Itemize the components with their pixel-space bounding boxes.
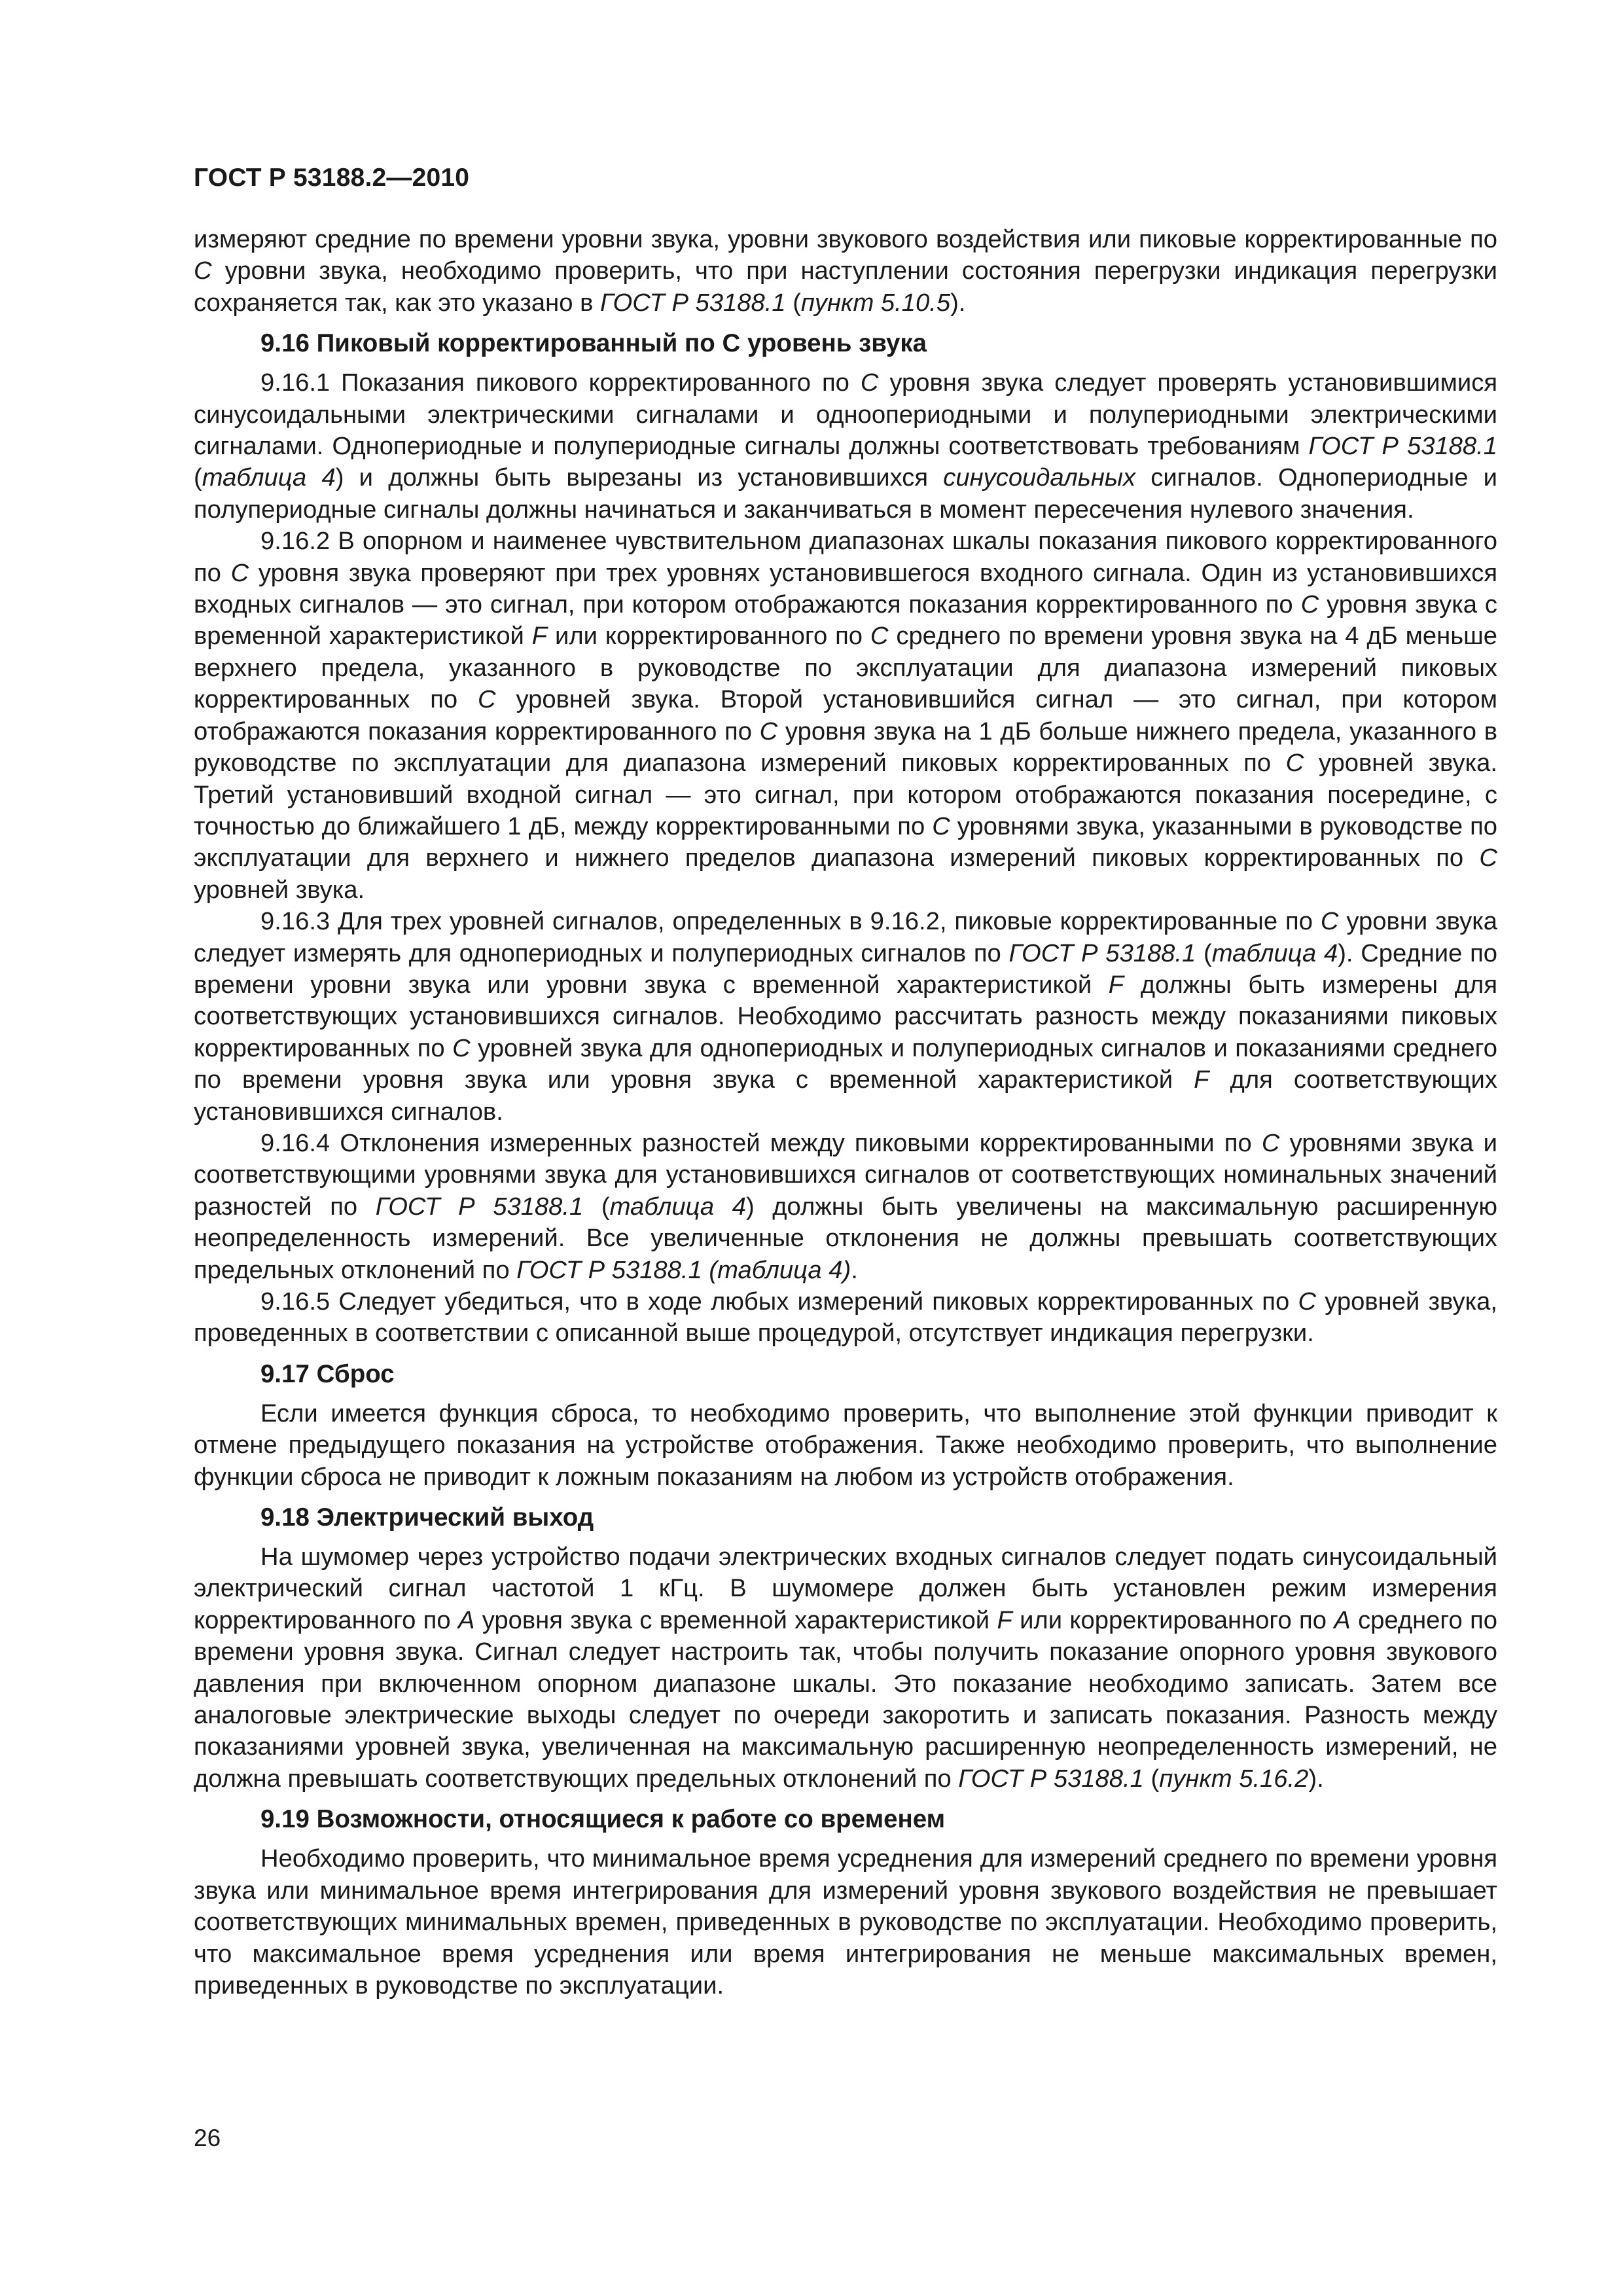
- section-heading: 9.18 Электрический выход: [260, 1503, 594, 1532]
- paragraph: 9.16.3 Для трех уровней сигналов, определенных в 9.16.2, пиковые корректированные по C уровни звука следует измерять для однопериодных и полупериодных сигналов по ГОСТ Р 53188.1 (таблица 4). Средние по времени уровни звука или уровни звука с временной характеристикой F должны быть измерены для соответствующих установившихся сигналов. Необходимо рассчитать разность между показаниями пиковых корректированных по C уровней звука для однопериодных и полупериодных сигналов и показаниями среднего по времени уровня звука или уровня звука с временной характеристикой F для соответствующих установившихся сигналов.: [194, 907, 1498, 1126]
- paragraph: измеряют средние по времени уровни звука, уровни звукового воздействия или пиковые корректированные по C уровни звука, необходимо проверить, что при наступлении состояния перегрузки индикация перегрузки сохраняется так, как это указано в ГОСТ Р 53188.1 (пункт 5.10.5).: [194, 225, 1497, 317]
- paragraph: 9.16.2 В опорном и наименее чувствительном диапазонах шкалы показания пикового корректированного по C уровня звука проверяют при трех уровнях установившегося входного сигнала. Один из установившихся входных сигналов — это сигнал, при котором отображаются показания корректированного по C уровня звука с временной характеристикой F или корректированного по C среднего по времени уровня звука на 4 дБ меньше верхнего предела, указанного в руководстве по эксплуатации для диапазона измерений пиковых корректированных по C уровней звука. Второй установившийся сигнал — это сигнал, при котором отображаются показания корректированного по C уровня звука на 1 дБ больше нижнего предела, указанного в руководстве по эксплуатации для диапазона измерений пиковых корректированных по C уровней звука. Третий установивший входной сигнал — это сигнал, при котором отображаются показания посередине, с точностью до ближайшего 1 дБ, между корректированными по C уровнями звука, указанными в руководстве по эксплуатации для верхнего и нижнего пределов диапазона измерений пиковых корректированных по C уровней звука.: [194, 527, 1497, 904]
- running-header: ГОСТ Р 53188.2—2010: [194, 164, 470, 192]
- section-heading: 9.17 Сброс: [260, 1359, 395, 1388]
- paragraph: Необходимо проверить, что минимальное время усреднения для измерений среднего по времени уровня звука или минимальное время интегрирования для измерений уровня звукового воздействия не превышает соответствующих минимальных времен, приведенных в руководстве по эксплуатации. Необходимо проверить, что максимальное время усреднения или время интегрирования не меньше максимальных времен, приведенных в руководстве по эксплуатации.: [194, 1844, 1497, 2000]
- section-heading: 9.16 Пиковый корректированный по С уровень звука: [260, 329, 927, 358]
- paragraph: На шумомер через устройство подачи электрических входных сигналов следует подать синусоидальный электрический сигнал частотой 1 кГц. В шумомере должен быть установлен режим измерения корректированного по A уровня звука с временной характеристикой F или корректированного по A среднего по времени уровня звука. Сигнал следует настроить так, чтобы получить показание опорного уровня звукового давления при включенном опорном диапазоне шкалы. Это показание необходимо записать. Затем все аналоговые электрические выходы следует по очереди закоротить и записать показания. Разность между показаниями уровней звука, увеличенная на максимальную расширенную неопределенность измерений, не должна превышать соответствующих предельных отклонений по ГОСТ Р 53188.1 (пункт 5.16.2).: [194, 1543, 1497, 1793]
- paragraph: 9.16.5 Следует убедиться, что в ходе любых измерений пиковых корректированных по C уровней звука, проведенных в соответствии с описанной выше процедурой, отсутствует индикация перегрузки.: [194, 1287, 1497, 1348]
- paragraph: 9.16.1 Показания пикового корректированного по C уровня звука следует проверять установившимися синусоидальными электрическими сигналами и одноопериодными и полупериодными электрическими сигналами. Однопериодные и полупериодные сигналы должны соответствовать требованиям ГОСТ Р 53188.1 (таблица 4) и должны быть вырезаны из установившихся синусоидальных сигналов. Однопериодные и полупериодные сигналы должны начинаться и заканчиваться в момент пересечения нулевого значения.: [194, 368, 1498, 524]
- paragraph: Если имеется функция сброса, то необходимо проверить, что выполнение этой функции приводит к отмене предыдущего показания на устройстве отображения. Также необходимо проверить, что выполнение функции сброса не приводит к ложным показаниям на любом из устройств отображения.: [194, 1399, 1497, 1491]
- document-body: [194, 224, 1497, 2001]
- page-number: 26: [194, 2125, 221, 2151]
- paragraph: 9.16.4 Отклонения измеренных разностей между пиковыми корректированными по C уровнями звука и соответствующими уровнями звука для установившихся сигналов от соответствующих номинальных значений разностей по ГОСТ Р 53188.1 (таблица 4) должны быть увеличены на максимальную расширенную неопределенность измерений. Все увеличенные отклонения не должны превышать соответствующих предельных отклонений по ГОСТ Р 53188.1 (таблица 4).: [194, 1128, 1497, 1284]
- section-heading: 9.19 Возможности, относящиеся к работе со временем: [260, 1805, 946, 1834]
